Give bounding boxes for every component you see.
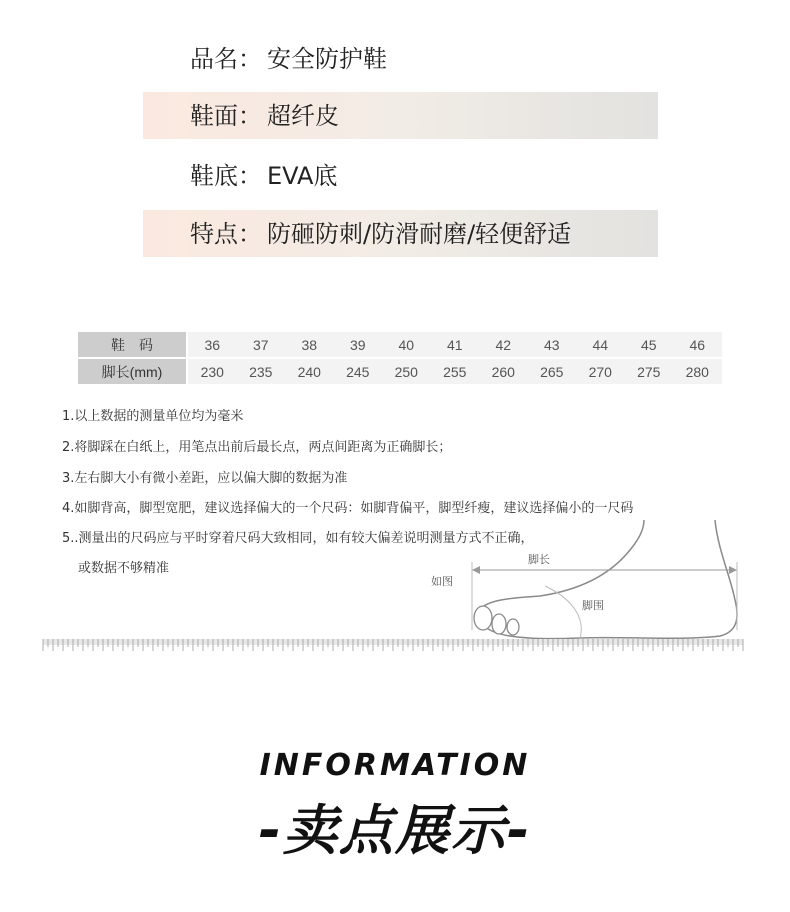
size-cell: 38 (285, 332, 334, 357)
length-label: 脚长 (528, 553, 550, 566)
size-cell: 44 (576, 332, 625, 357)
length-cell: 275 (625, 359, 674, 384)
spec-value: EVA底 (267, 162, 338, 190)
note-item: 或数据不够精准 (78, 561, 170, 576)
note-item: 1.以上数据的测量单位均为毫米 (62, 409, 244, 424)
spec-row-sole (143, 152, 658, 199)
size-cell: 36 (188, 332, 237, 357)
size-cell: 40 (382, 332, 431, 357)
length-cell: 250 (382, 359, 431, 384)
size-cell: 46 (673, 332, 722, 357)
spec-row-name (143, 35, 658, 82)
spec-value: 防砸防刺/防滑耐磨/轻便舒适 (267, 220, 572, 248)
length-cell: 265 (528, 359, 577, 384)
length-cell: 245 (334, 359, 383, 384)
size-cell: 41 (431, 332, 480, 357)
ruler-ticks (43, 639, 743, 651)
size-cell: 45 (625, 332, 674, 357)
example-label: 如图 (431, 575, 453, 588)
length-cell: 230 (188, 359, 237, 384)
note-item: 5..测量出的尺码应与平时穿着尺码大致相同，如有较大偏差说明测量方式不正确， (62, 531, 534, 546)
size-table (78, 330, 722, 386)
spec-label: 鞋面： (190, 102, 262, 130)
length-arrowhead-left (472, 566, 480, 574)
spec-label: 特点： (190, 220, 262, 248)
size-cell: 43 (528, 332, 577, 357)
spec-row-upper (143, 92, 658, 139)
toe-shape (474, 606, 492, 630)
selling-points-title: -卖点展示- (258, 799, 532, 862)
size-row (78, 332, 722, 357)
length-row-label: 脚长(mm) (78, 359, 186, 384)
size-cell: 37 (237, 332, 286, 357)
size-cell: 42 (479, 332, 528, 357)
spec-label: 鞋底： (190, 162, 262, 190)
length-cell: 260 (479, 359, 528, 384)
spec-label: 品名： (190, 45, 262, 73)
length-cell: 255 (431, 359, 480, 384)
note-item: 2.将脚踩在白纸上，用笔点出前后最长点，两点间距离为正确脚长； (62, 440, 452, 455)
spec-row-features (143, 210, 658, 257)
length-cell: 240 (285, 359, 334, 384)
spec-value: 安全防护鞋 (267, 45, 387, 73)
girth-label: 脚围 (582, 599, 604, 612)
note-item: 3.左右脚大小有微小差距，应以偏大脚的数据为准 (62, 471, 348, 486)
size-row-label: 鞋 码 (78, 332, 186, 357)
toe-shape (507, 619, 519, 635)
length-cell: 235 (237, 359, 286, 384)
length-arrowhead-right (729, 566, 737, 574)
length-cell: 270 (576, 359, 625, 384)
length-row (78, 359, 722, 384)
note-item: 4.如脚背高，脚型宽肥，建议选择偏大的一个尺码：如脚背偏平，脚型纤瘦，建议选择偏小的一尺码 (62, 501, 634, 516)
spec-value: 超纤皮 (267, 102, 339, 130)
toe-shape (492, 614, 506, 634)
size-cell: 39 (334, 332, 383, 357)
information-title: INFORMATION (259, 748, 531, 783)
length-cell: 280 (673, 359, 722, 384)
